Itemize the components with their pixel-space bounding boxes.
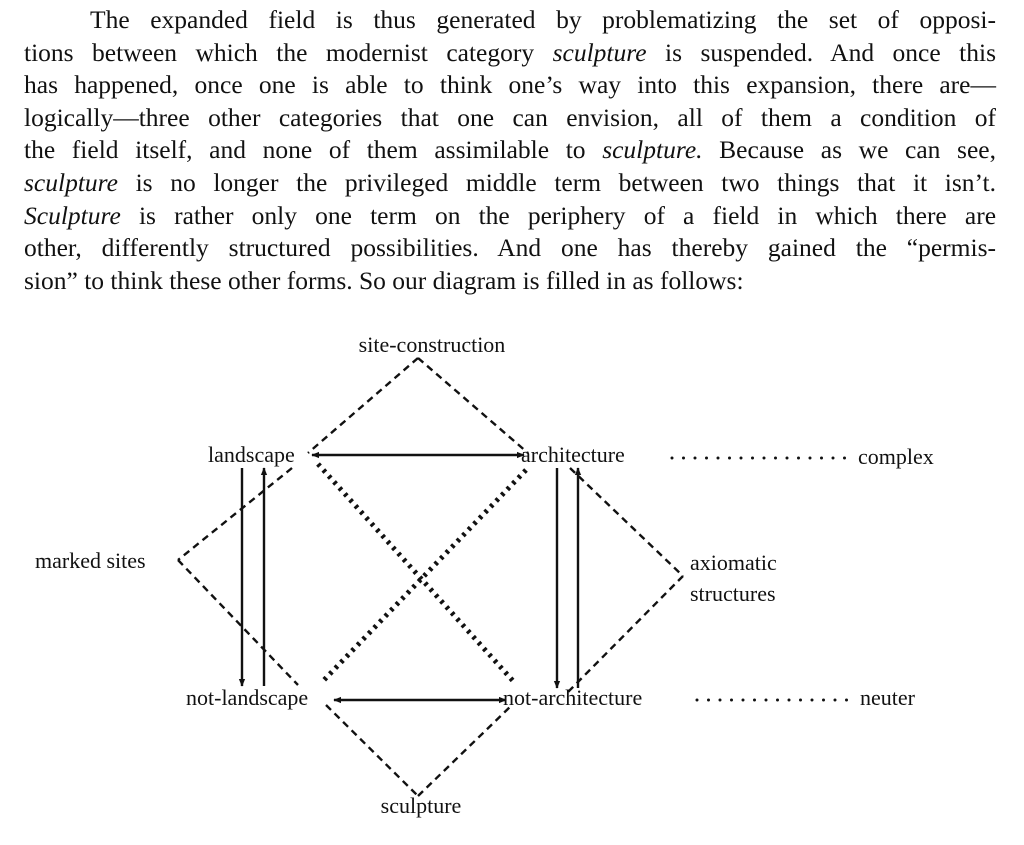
label-axiomatic: axiomatic bbox=[690, 550, 777, 575]
label-neuter: neuter bbox=[860, 685, 915, 710]
paragraph-line: The expanded field is thus generated by problematizing the set of opposi- bbox=[90, 5, 996, 34]
paragraph-line: sculpture is no longer the privileged middle term between two things that it isn’t. bbox=[24, 167, 996, 197]
paragraph-line: has happened, once one is able to think one’s way into this expansion, there are— bbox=[24, 70, 996, 100]
diagonal-landscape-not-architecture bbox=[318, 464, 514, 682]
paragraph-line: sion” to think these other forms. So our diagram is filled in as follows: bbox=[24, 265, 744, 295]
label-architecture: architecture bbox=[521, 442, 625, 467]
edge-site-construction-landscape bbox=[308, 358, 418, 453]
edge-not-landscape-sculpture bbox=[326, 705, 418, 796]
paragraph-line: logically—three other categories that one can envision, all of them a condition of bbox=[24, 102, 996, 132]
edge-architecture-axiomatic bbox=[570, 468, 683, 576]
paragraph-line: other, differently structured possibilities. And one has thereby gained the “permis- bbox=[24, 233, 996, 263]
label-not-architecture: not-architecture bbox=[503, 685, 643, 710]
italic-term: sculpture. bbox=[602, 135, 703, 165]
edge-sculpture-not-architecture bbox=[418, 705, 512, 796]
edge-site-construction-architecture bbox=[418, 358, 528, 453]
paragraph-line: the field itself, and none of them assimilable to sculpture. Because as we can see, bbox=[24, 135, 996, 165]
italic-term: sculpture bbox=[552, 37, 647, 67]
label-not-landscape: not-landscape bbox=[186, 685, 309, 710]
edge-axiomatic-not-architecture bbox=[568, 576, 683, 692]
body-paragraph bbox=[24, 4, 996, 297]
paragraph-line: tions between which the modernist category sculpture is suspended. And once this bbox=[24, 37, 996, 67]
edge-landscape-marked-sites bbox=[178, 468, 292, 560]
expanded-field-diagram bbox=[0, 320, 1024, 845]
label-marked-sites: marked sites bbox=[35, 548, 146, 573]
diagram-canvas bbox=[0, 320, 1024, 845]
paragraph-line: Sculpture is rather only one term on the periphery of a field in which there are bbox=[24, 200, 997, 230]
italic-term: sculpture bbox=[24, 167, 118, 197]
italic-term: Sculpture bbox=[24, 200, 121, 230]
label-sculpture: sculpture bbox=[380, 793, 462, 818]
label-site-construction: site-construction bbox=[358, 332, 506, 357]
diagonal-architecture-not-landscape bbox=[324, 470, 526, 680]
edge-marked-sites-not-landscape bbox=[178, 560, 298, 685]
label-landscape: landscape bbox=[208, 442, 295, 467]
label-structures: structures bbox=[690, 581, 776, 606]
label-complex: complex bbox=[858, 444, 934, 469]
